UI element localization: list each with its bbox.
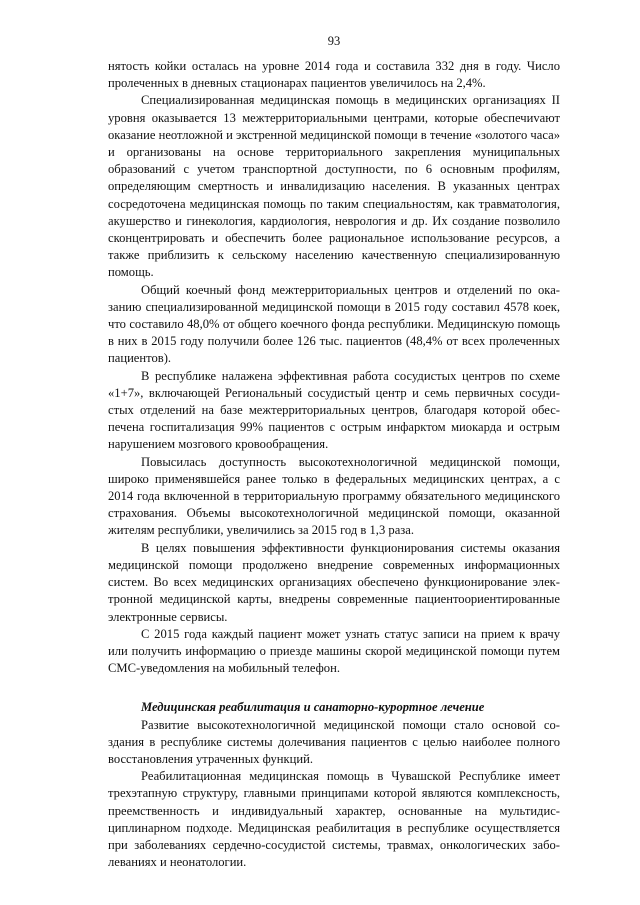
page-number: 93 (327, 34, 341, 48)
paragraph-specialized-care: Специализированная медицинская помощь в медицинских организациях II уровня оказывается 13 межтерриториальными центрами, которые обеспечиvают оказание неотложной и экстренной медицинской помощи в течение «золотого часа» и организованы на основе территориального закрепления муниципальных образований с учетом транспортной доступности, по 6 основным профилям, определяющим смертность и инвалидизацию населения. В указанных центрах сосредоточена медицинская помощь по таким специальностям, как травматология, акушерство и гинекология, кардиология, неврология и др. Их создание позволило сконцентрировать и обеспечить более рациональное использование ресурсов, а также приблизить к сельскому населению качественную специализированную помощь. (108, 93, 560, 280)
main-text (108, 58, 560, 871)
paragraph-sms-notification: С 2015 года каждый пациент может узнать статус записи на прием к врачу или получить информацию о приезде машины скорой медицинской помощи путем СМС-уведомления на мобильный телефон. (108, 626, 560, 676)
document-page (108, 34, 560, 871)
paragraph-bed-fund: Общий коечный фонд межтерриториальных центров и отделений по оказанию специализированной медицинской помощи в 2015 году составил 4578 коек, что составило 48,0% от общего коечного фонда республики. Медицинскую помощь в них в 2015 году получили более 126 тыс. пациентов (48,4% от всех пролеченных пациентов). (108, 282, 560, 366)
section-heading-rehabilitation: Медицинская реабилитация и санаторно-курортное лечение (141, 700, 485, 715)
paragraph-rehab-development: Развитие высокотехнологичной медицинской помощи стало основой создания в республике системы долечивания пациентов с целью наиболее полного восстановления утраченных функций. (108, 717, 560, 766)
paragraph-bed-occupancy: нятость койки осталась на уровне 2014 года и составила 332 дня в году. Число пролеченных в дневных стационарах пациентов увеличилось на 2,4%. (108, 59, 560, 91)
paragraph-vascular-centers: В республике налажена эффективная работа сосудистых центров по схеме «1+7», включающей Региональный сосудистый центр и семь первичных сосудистых отделений на базе межтерриториальных центров, благодаря которой обеспечена госпитализация 99% пациентов с острым инфарктом миокарда и острым нарушением мозгового кровообращения. (108, 368, 560, 452)
paragraph-information-systems: В целях повышения эффективности функционирования системы оказания медицинской помощи продолжено внедрение современных информационных систем. Во всех медицинских организациях обеспечено функционирование электронной медицинской карты, внедрены современные пациентоориентированные электронные сервисы. (108, 540, 560, 624)
paragraph-high-tech-care: Повысилась доступность высокотехнологичной медицинской помощи, широко применявшейся ранее только в федеральных медицинских центрах, а с 2014 года включенной в территориальную программу обязательного медицинского страхования. Объемы высокотехнологичной медицинской помощи, оказанной жителям республики, увеличились за 2015 год в 1,3 раза. (108, 454, 560, 538)
paragraph-rehab-structure: Реабилитационная медицинская помощь в Чувашской Республике имеет трехэтапную структуру, главными принципами которой являются комплексность, преемственность и индивидуальный характер, основанные на мультидисциплинарном подходе. Медицинская реабилитация в республике осуществляется при заболеваниях сердечно-сосудистой системы, травмах, онкологических заболеваниях и неонатологии. (108, 769, 560, 870)
